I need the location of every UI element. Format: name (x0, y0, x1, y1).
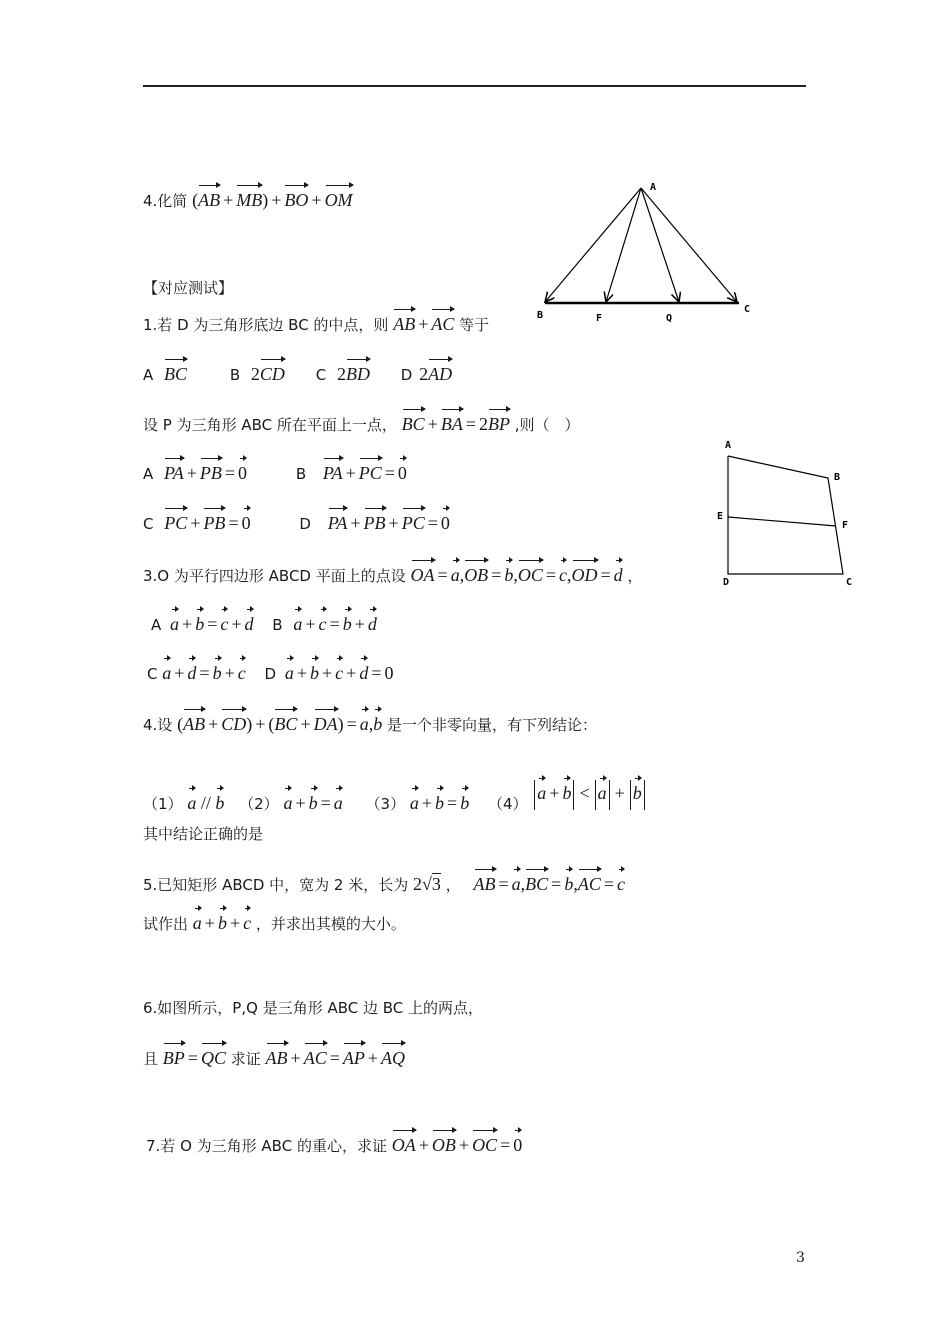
q4-simplify-expr: (AB + MB) + BO + OM (192, 190, 352, 210)
q6-line2 (143, 1040, 405, 1071)
q2-text-b: ,则（ ） (514, 416, 580, 434)
q3-options-row2 (147, 655, 393, 686)
q1-option-c-label: C (315, 366, 327, 384)
q4-simplify-label: 4.化简 (143, 192, 188, 210)
q2-stem (143, 406, 580, 437)
q3-stem (143, 557, 642, 588)
q4-conclusion: 其中结论正确的是 (143, 825, 264, 843)
q2-option-b-label: B (295, 465, 307, 483)
q1-text-b: 等于 (459, 316, 490, 334)
q4-items (143, 785, 647, 820)
q2-option-a: PA + PB = 0 (164, 463, 247, 483)
q4-item-4-label: （4） (487, 795, 528, 813)
q5-length: 2√3 (413, 874, 441, 894)
q2-option-c-label: C (143, 515, 154, 533)
fig1-label-q: Q (666, 313, 673, 324)
fig2-label-d: D (723, 577, 730, 588)
fig2-label-c: C (846, 577, 853, 588)
q3-option-a: a + b = c + d (170, 614, 253, 634)
q1-option-b-label: B (229, 366, 241, 384)
q7-stem (146, 1127, 522, 1158)
q2-expr: BC + BA = 2BP (402, 414, 510, 434)
triangle-figure (530, 175, 760, 325)
q1-option-b: 2CD (251, 364, 285, 384)
fig1-label-c: C (744, 304, 751, 315)
q6-prove: AB + AC = AP + AQ (266, 1048, 405, 1068)
q7-expr: OA + OB + OC = 0 (392, 1135, 522, 1155)
q6-stem: 6.如图所示，P,Q 是三角形 ABC 边 BC 上的两点， (143, 999, 484, 1017)
q3-text-a: 3.O 为平行四边形 ABCD 平面上的点设 (143, 567, 406, 585)
q5-line2-b: ，并求出其模的大小。 (255, 915, 406, 933)
q5-stem (143, 866, 625, 897)
q5-text-b: ， (445, 876, 461, 894)
q6-given: BP = QC (163, 1048, 226, 1068)
q3-expr: OA = a,OB = b,OC = c,OD = d (411, 565, 623, 585)
q1-option-a: BC (164, 364, 187, 384)
q4-item-1-label: （1） (143, 795, 183, 813)
q1-options (143, 356, 452, 387)
q3-option-d-label: D (264, 665, 277, 683)
q6-line2-b: 求证 (230, 1050, 261, 1068)
q4-expr: (AB + CD) + (BC + DA) = a,b (177, 714, 382, 734)
fig2-label-b: B (834, 472, 841, 483)
q4-label: 4.设 (143, 716, 173, 734)
q4-simplify (143, 182, 353, 213)
q6-line2-a: 且 (143, 1050, 159, 1068)
q4-item-4: a + b < a + b (532, 783, 646, 803)
page-number: 3 (796, 1250, 805, 1266)
q1-option-d: 2AD (419, 364, 452, 384)
fig1-label-f: F (596, 313, 603, 324)
q3-option-c-label: C (147, 665, 158, 683)
q3-option-c: a + d = b + c (162, 663, 245, 683)
q4-item-3: a + b = b (410, 793, 469, 813)
q5-sum: a + b + c (193, 913, 251, 933)
q5-line2-a: 试作出 (143, 915, 189, 933)
q2-option-d: PA + PB + PC = 0 (328, 513, 450, 533)
fig2-label-f: F (842, 520, 849, 531)
section-title: 【对应测试】 (143, 279, 234, 297)
fig1-label-b: B (537, 310, 544, 321)
q1-option-d-label: D (400, 366, 413, 384)
quadrilateral-figure (718, 438, 868, 590)
fig2-label-a: A (725, 440, 732, 451)
q2-options-row1 (143, 455, 407, 486)
q2-options-row2 (143, 505, 450, 536)
q2-text-a: 设 P 为三角形 ABC 所在平面上一点， (143, 416, 397, 434)
q4-text-b: 是一个非零向量，有下列结论： (387, 716, 598, 734)
q3-option-b-label: B (272, 616, 283, 634)
q3-option-b: a + c = b + d (293, 614, 376, 634)
q2-option-d-label: D (299, 515, 311, 533)
q2-option-a-label: A (143, 465, 154, 483)
q5-text-a: 5.已知矩形 ABCD 中，宽为 2 米，长为 (143, 876, 409, 894)
q1-option-a-label: A (143, 366, 154, 384)
q4-stem (143, 706, 597, 737)
q4-item-2: a + b = a (283, 793, 342, 813)
q7-text: 7.若 O 为三角形 ABC 的重心，求证 (146, 1137, 387, 1155)
q3-options-row1 (151, 606, 377, 637)
q1-expr: AB + AC (393, 314, 454, 334)
q4-item-3-label: （3） (365, 795, 406, 813)
q2-option-c: PC + PB = 0 (164, 513, 250, 533)
q1-option-c: 2BD (337, 364, 370, 384)
header-rule (143, 85, 806, 87)
q4-item-1: a // b (187, 793, 224, 813)
q3-option-a-label: A (151, 616, 162, 634)
q3-text-b: ， (627, 567, 643, 585)
q5-line2 (143, 905, 406, 936)
q3-option-d: a + b + c + d = 0 (285, 663, 394, 683)
q4-item-2-label: （2） (239, 795, 279, 813)
q1-stem (143, 306, 489, 337)
q1-text-a: 1.若 D 为三角形底边 BC 的中点，则 (143, 316, 389, 334)
q2-option-b: PA + PC = 0 (323, 463, 407, 483)
fig1-label-a: A (650, 182, 657, 193)
fig2-label-e: E (717, 511, 724, 522)
q5-expr: AB = a,BC = b,AC = c (474, 874, 626, 894)
